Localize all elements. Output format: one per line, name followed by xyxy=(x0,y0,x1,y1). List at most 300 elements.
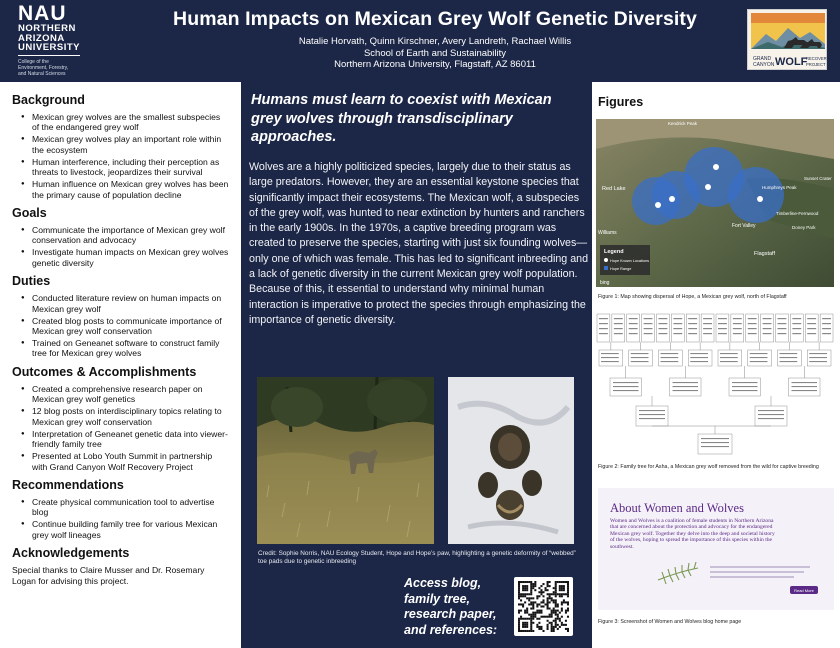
tree-node-text xyxy=(703,323,712,324)
qr-module xyxy=(557,581,559,583)
figure-3-caption: Figure 3: Screenshot of Women and Wolves blog home page xyxy=(598,619,742,625)
qr-module xyxy=(565,628,567,630)
tree-node-text xyxy=(792,382,818,383)
background-list xyxy=(22,112,229,200)
goals-heading: Goals xyxy=(12,206,47,221)
tree-node-text xyxy=(822,328,831,329)
tree-node-text xyxy=(780,353,798,354)
qr-module xyxy=(561,603,563,605)
qr-module xyxy=(567,591,569,593)
nau-college-line: College of the xyxy=(18,58,49,65)
map-label: Kendrick Peak xyxy=(668,121,698,126)
map-label: Fort Valley xyxy=(732,223,756,229)
qr-module xyxy=(565,581,567,583)
qr-module xyxy=(547,581,549,583)
list-item: ● Created a comprehensive research paper on Mexican grey wolf genetics xyxy=(22,384,229,405)
tree-node-text xyxy=(778,333,787,334)
qr-module xyxy=(559,612,561,614)
qr-module xyxy=(561,587,563,589)
tree-node-text xyxy=(659,318,668,319)
school-name: School of Earth and Sustainability xyxy=(363,47,507,59)
qr-module xyxy=(542,583,544,585)
qr-module xyxy=(542,601,544,603)
qr-module xyxy=(561,593,563,595)
qr-module xyxy=(518,583,520,585)
qr-module xyxy=(526,587,528,589)
qr-module xyxy=(555,620,557,622)
qr-module xyxy=(551,616,553,618)
qr-module xyxy=(551,610,553,612)
qr-module xyxy=(536,605,538,607)
qr-module xyxy=(528,581,530,583)
qr-module xyxy=(524,601,526,603)
qr-module xyxy=(540,605,542,607)
qr-module xyxy=(553,601,555,603)
qr-module xyxy=(518,628,520,630)
school-address: Northern Arizona University, Flagstaff, AZ 86011 xyxy=(334,59,536,70)
qr-module xyxy=(524,581,526,583)
qr-module xyxy=(549,601,551,603)
tree-node-text xyxy=(720,357,738,358)
qr-module xyxy=(565,612,567,614)
qr-module xyxy=(559,585,561,587)
qr-module xyxy=(532,583,534,585)
qr-module xyxy=(549,585,551,587)
qr-module xyxy=(559,589,561,591)
map-label: Sunset Crater xyxy=(804,176,832,181)
tree-node-text xyxy=(661,361,679,362)
qr-module xyxy=(561,585,563,587)
tree-node-text xyxy=(733,328,742,329)
qr-module xyxy=(526,593,528,595)
qr-module xyxy=(551,622,553,624)
qr-module xyxy=(524,593,526,595)
recommendations-list xyxy=(22,497,229,540)
qr-module xyxy=(547,599,549,601)
nau-logo[interactable] xyxy=(18,4,98,78)
qr-module xyxy=(530,597,532,599)
tree-node-text xyxy=(599,333,608,334)
qr-module xyxy=(559,587,561,589)
qr-module xyxy=(555,612,557,614)
qr-module xyxy=(538,626,540,628)
qr-module xyxy=(530,583,532,585)
tree-node-text xyxy=(733,323,742,324)
qr-module xyxy=(524,612,526,614)
qr-module xyxy=(551,597,553,599)
tree-node-text xyxy=(613,382,639,383)
qr-module xyxy=(547,626,549,628)
qr-module xyxy=(530,622,532,624)
qr-module xyxy=(567,608,569,610)
qr-module xyxy=(518,618,520,620)
tree-node-text xyxy=(673,328,682,329)
tree-node-text xyxy=(599,323,608,324)
key-message: Humans must learn to coexist with Mexican grey wolves through transdisciplinary approaches. xyxy=(251,92,552,145)
tree-node-text xyxy=(639,418,665,419)
qr-module xyxy=(538,618,540,620)
tree-node-text xyxy=(758,418,784,419)
qr-module xyxy=(553,593,555,595)
qr-module xyxy=(557,624,559,626)
qr-module xyxy=(532,622,534,624)
qr-module xyxy=(526,630,528,632)
qr-module xyxy=(524,618,526,620)
qr-module xyxy=(567,595,569,597)
qr-module xyxy=(522,595,524,597)
qr-module xyxy=(553,608,555,610)
tree-node-text xyxy=(639,410,665,411)
qr-module xyxy=(547,616,549,618)
qr-module xyxy=(557,593,559,595)
qr-module xyxy=(553,612,555,614)
qr-module xyxy=(559,595,561,597)
qr-module xyxy=(555,583,557,585)
list-item: ● Created blog posts to communicate importance of Mexican grey wolf conservation xyxy=(22,316,229,337)
qr-module xyxy=(522,605,524,607)
qr-module xyxy=(553,628,555,630)
qr-module xyxy=(518,581,520,583)
dispersal-map xyxy=(596,119,834,287)
tree-node-text xyxy=(718,318,727,319)
tree-node-text xyxy=(629,328,638,329)
qr-module xyxy=(559,618,561,620)
qr-module xyxy=(567,593,569,595)
qr-module xyxy=(551,624,553,626)
qr-module xyxy=(559,620,561,622)
tree-node-text xyxy=(733,318,742,319)
qr-module xyxy=(567,616,569,618)
qr-module xyxy=(540,589,542,591)
nau-college-line: Environment, Forestry, xyxy=(18,64,69,71)
list-item: ● Continue building family tree for various Mexican grey wolf lineages xyxy=(22,519,229,540)
qr-module xyxy=(532,601,534,603)
qr-module xyxy=(522,585,524,587)
qr-module xyxy=(545,603,547,605)
grand-canyon-wolf-recovery-logo[interactable] xyxy=(747,9,827,70)
tree-node-text xyxy=(659,323,668,324)
qr-module xyxy=(518,610,520,612)
qr-module xyxy=(538,587,540,589)
qr-module xyxy=(557,628,559,630)
qr-module xyxy=(536,612,538,614)
qr-module xyxy=(553,587,555,589)
qr-module xyxy=(540,626,542,628)
qr-module xyxy=(532,608,534,610)
figure-1-caption: Figure 1: Map showing dispersal of Hope, a Mexican grey wolf, north of Flagstaff xyxy=(598,294,787,300)
qr-module xyxy=(522,626,524,628)
qr-module xyxy=(524,626,526,628)
qr-module xyxy=(567,585,569,587)
map-label: Red Lake xyxy=(602,186,626,192)
tree-node-text xyxy=(822,333,831,334)
qr-code[interactable] xyxy=(514,577,573,636)
tree-node-text xyxy=(659,333,668,334)
map-legend-item: Hope Range xyxy=(610,267,632,271)
qr-module xyxy=(555,622,557,624)
tree-node-text xyxy=(720,361,738,362)
qr-module xyxy=(549,608,551,610)
qr-module xyxy=(534,589,536,591)
qr-module xyxy=(536,626,538,628)
tree-node-text xyxy=(601,361,619,362)
blog-title: About Women and Wolves xyxy=(610,501,744,515)
family-tree-figure xyxy=(596,312,834,457)
qr-module xyxy=(557,605,559,607)
qr-module xyxy=(547,605,549,607)
tree-node-text xyxy=(809,357,827,358)
tree-node-text xyxy=(614,333,623,334)
qr-module xyxy=(565,601,567,603)
tree-node-text xyxy=(631,361,649,362)
tree-node-text xyxy=(644,328,653,329)
qr-module xyxy=(528,614,530,616)
qr-module xyxy=(567,610,569,612)
qr-module xyxy=(520,610,522,612)
poster-authors-block xyxy=(110,36,760,71)
qr-module xyxy=(540,612,542,614)
qr-module xyxy=(526,622,528,624)
qr-module xyxy=(534,585,536,587)
qr-module xyxy=(567,583,569,585)
qr-module xyxy=(559,626,561,628)
qr-module xyxy=(553,626,555,628)
nau-logo-word: NAU xyxy=(18,2,67,25)
poster-title: Human Impacts on Mexican Grey Wolf Genetic Diversity xyxy=(173,8,697,30)
qr-module xyxy=(518,597,520,599)
photo-credit: Credit: Sophie Norris, NAU Ecology Student, Hope and Hope’s paw, highlighting a genetic deformity of “webbed” toe pads due to genetic inbreeding xyxy=(258,550,576,565)
qr-module xyxy=(553,620,555,622)
qr-module xyxy=(524,610,526,612)
goals-list xyxy=(22,225,229,268)
qr-module xyxy=(530,616,532,618)
tree-node-text xyxy=(688,328,697,329)
tree-node-text xyxy=(778,318,787,319)
qr-module xyxy=(555,595,557,597)
tree-node-text xyxy=(644,318,653,319)
qr-module xyxy=(532,630,534,632)
qr-module xyxy=(559,593,561,595)
qr-module xyxy=(524,595,526,597)
qr-module xyxy=(563,589,565,591)
qr-module xyxy=(561,595,563,597)
qr-module xyxy=(530,614,532,616)
qr-module xyxy=(532,603,534,605)
qr-module xyxy=(530,601,532,603)
qr-module xyxy=(555,605,557,607)
nau-logo-college xyxy=(18,59,98,77)
acknowledgements-heading: Acknowledgements xyxy=(12,546,130,561)
map-label: Williams xyxy=(598,230,617,236)
list-item: ● Human influence on Mexican grey wolves has been the primary cause of population decline xyxy=(22,179,229,200)
qr-module xyxy=(545,587,547,589)
tree-node-text xyxy=(599,318,608,319)
list-item: ● Human interference, including their perception as threats to livestock, jeopardizes their survival xyxy=(22,157,229,178)
tree-node-text xyxy=(688,323,697,324)
qr-module xyxy=(532,612,534,614)
acknowledgements-text: Special thanks to Claire Musser and Dr. Rosemary Logan for advising this project. xyxy=(12,565,205,586)
middle-column xyxy=(243,82,590,648)
qr-module xyxy=(532,605,534,607)
qr-module xyxy=(553,610,555,612)
qr-module xyxy=(555,591,557,593)
qr-module xyxy=(563,581,565,583)
gcw-logo-word: WOLF xyxy=(775,56,808,68)
qr-module xyxy=(524,622,526,624)
qr-module xyxy=(563,585,565,587)
tree-node-text xyxy=(807,333,816,334)
qr-module xyxy=(557,614,559,616)
qr-module xyxy=(567,581,569,583)
qr-module xyxy=(547,589,549,591)
qr-module xyxy=(547,601,549,603)
tree-node-text xyxy=(732,382,758,383)
qr-module xyxy=(538,591,540,593)
qr-module xyxy=(561,610,563,612)
qr-module xyxy=(520,599,522,601)
qr-module xyxy=(553,599,555,601)
duties-list xyxy=(22,293,229,359)
tree-node-text xyxy=(748,333,757,334)
tree-node-text xyxy=(703,333,712,334)
qr-module xyxy=(520,618,522,620)
qr-module xyxy=(549,616,551,618)
tree-node-text xyxy=(690,353,708,354)
intro-paragraph: Wolves are a highly politicized species, largely due to their status as large predators. However, they are an essential keystone species that significantly impact their ecosystems. The Mexican wolf, a subspecies of the grey wolf, was hunted to near extinction by hunters and ranchers in the early 1900s. In the 1970s, a captive breeding program was created to preserve the species, starting with just six founding wolves—only one of which was female. This has led to significant inbreeding and a lack of genetic diversity in the current Mexican grey wolf population. Because of this, it essential to understand why minimal human interaction is imperative to protect the species through emphasizing the importance of genetic diversity. xyxy=(249,161,589,326)
tree-node-text xyxy=(673,333,682,334)
qr-module xyxy=(538,628,540,630)
tree-node-text xyxy=(673,382,699,383)
tree-node-text xyxy=(822,318,831,319)
qr-module xyxy=(534,583,536,585)
qr-module xyxy=(557,618,559,620)
tree-node-text xyxy=(688,333,697,334)
qr-module xyxy=(522,589,524,591)
tree-node-text xyxy=(703,318,712,319)
qr-module xyxy=(534,612,536,614)
tree-node-text xyxy=(758,410,784,411)
qr-module xyxy=(547,603,549,605)
tree-node-text xyxy=(614,318,623,319)
poster-header xyxy=(0,0,840,81)
tree-node-text xyxy=(629,333,638,334)
map-legend-title: Legend xyxy=(604,249,624,255)
tree-node-text xyxy=(732,390,758,391)
qr-module xyxy=(536,603,538,605)
qr-module xyxy=(540,585,542,587)
qr-module xyxy=(555,593,557,595)
tree-node-text xyxy=(688,318,697,319)
qr-module xyxy=(561,608,563,610)
tree-node-text xyxy=(599,328,608,329)
qr-module xyxy=(555,626,557,628)
qr-module xyxy=(547,585,549,587)
tree-node-text xyxy=(809,361,827,362)
qr-module xyxy=(542,595,544,597)
qr-module xyxy=(567,601,569,603)
qr-module xyxy=(522,593,524,595)
qr-module xyxy=(528,593,530,595)
tree-node-text xyxy=(732,386,758,387)
tree-node-text xyxy=(644,323,653,324)
qr-module xyxy=(555,589,557,591)
nau-logo-line: NORTHERN xyxy=(18,23,76,34)
qr-module xyxy=(520,595,522,597)
map-label: Flagstaff xyxy=(754,251,775,257)
qr-module xyxy=(530,608,532,610)
qr-module xyxy=(555,587,557,589)
outcomes-heading: Outcomes & Accomplishments xyxy=(12,364,197,379)
qr-module xyxy=(518,585,520,587)
qr-module xyxy=(532,616,534,618)
author-list: Natalie Horvath, Quinn Kirschner, Avery Landreth, Rachael Willis xyxy=(298,36,572,47)
qr-module xyxy=(526,624,528,626)
qr-module xyxy=(522,622,524,624)
qr-module xyxy=(530,626,532,628)
qr-module xyxy=(561,601,563,603)
qr-module xyxy=(520,593,522,595)
qr-module xyxy=(567,603,569,605)
tree-node xyxy=(636,406,668,426)
qr-module xyxy=(526,618,528,620)
tree-node-text xyxy=(631,357,649,358)
tree-node-text xyxy=(661,353,679,354)
tree-node-text xyxy=(748,318,757,319)
qr-module xyxy=(542,599,544,601)
qr-module xyxy=(565,610,567,612)
qr-module xyxy=(520,616,522,618)
qr-module xyxy=(555,601,557,603)
qr-module xyxy=(565,624,567,626)
outcomes-list xyxy=(22,384,229,472)
qr-module xyxy=(526,608,528,610)
qr-module xyxy=(551,614,553,616)
qr-module xyxy=(563,599,565,601)
qr-module xyxy=(528,597,530,599)
tree-node-text xyxy=(763,328,772,329)
qr-module xyxy=(567,587,569,589)
tree-node-text xyxy=(703,328,712,329)
qr-module xyxy=(547,628,549,630)
list-item: ● Create physical communication tool to advertise blog xyxy=(22,497,229,518)
qr-module xyxy=(534,581,536,583)
qr-module xyxy=(549,622,551,624)
qr-module xyxy=(530,581,532,583)
qr-module xyxy=(530,603,532,605)
tree-node-text xyxy=(778,323,787,324)
qr-module xyxy=(542,630,544,632)
list-item: ● Mexican grey wolves are the smallest subspecies of the endangered grey wolf xyxy=(22,112,229,133)
tree-node xyxy=(755,406,787,426)
qr-module xyxy=(530,591,532,593)
tree-node-text xyxy=(631,353,649,354)
qr-module xyxy=(551,626,553,628)
qr-module xyxy=(518,587,520,589)
qr-module xyxy=(547,597,549,599)
qr-module xyxy=(530,589,532,591)
qr-module xyxy=(522,587,524,589)
tree-node-text xyxy=(718,328,727,329)
tree-node-text xyxy=(701,446,729,447)
qr-module xyxy=(540,591,542,593)
qr-module xyxy=(545,616,547,618)
tree-node-text xyxy=(792,390,818,391)
qr-module xyxy=(518,620,520,622)
qr-module xyxy=(561,581,563,583)
qr-module xyxy=(534,614,536,616)
qr-module xyxy=(522,603,524,605)
qr-module xyxy=(555,585,557,587)
